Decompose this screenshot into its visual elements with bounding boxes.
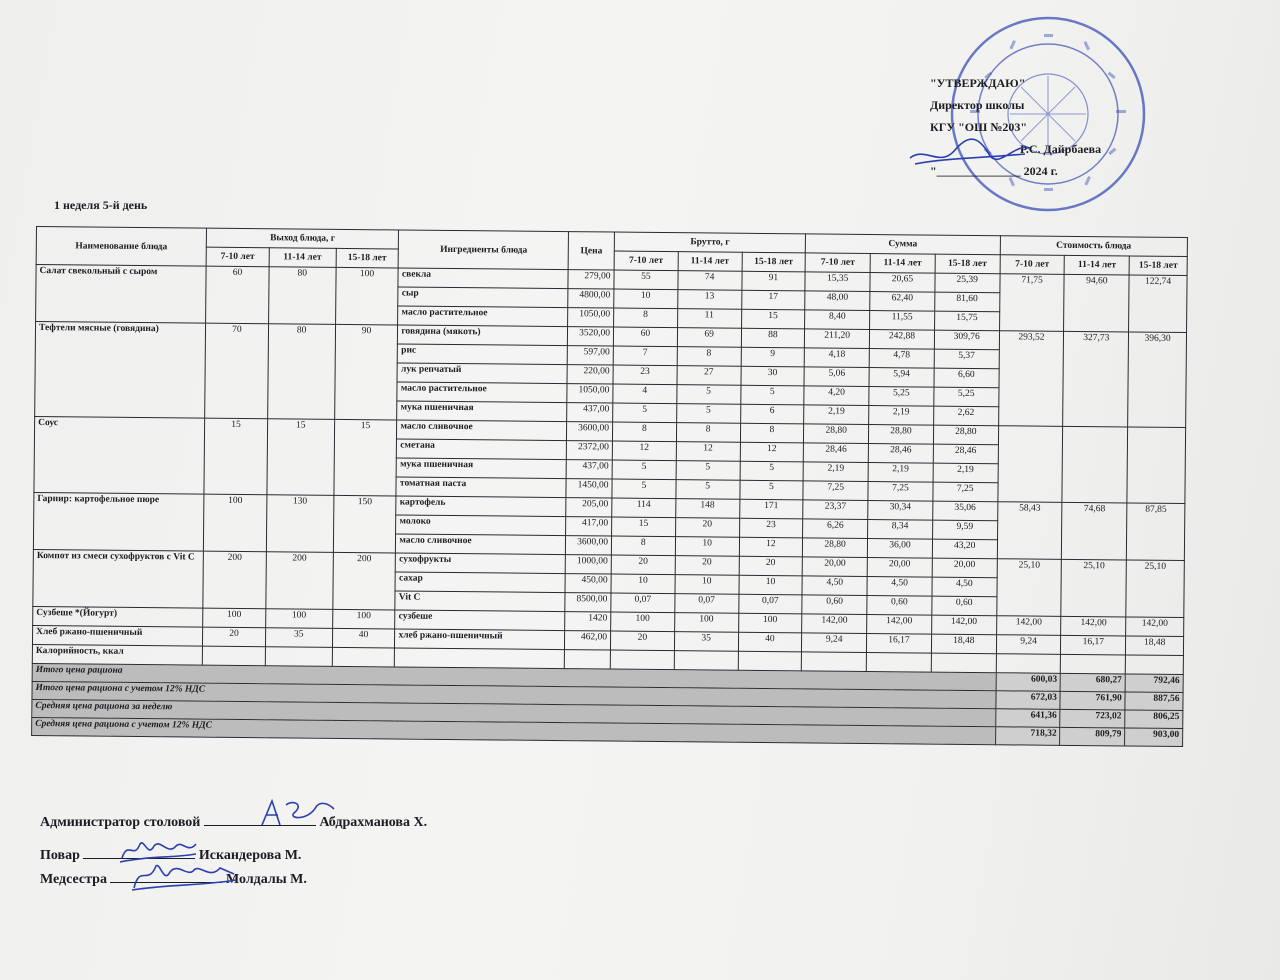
approval-position: Директор школы (930, 98, 1025, 112)
dish-cost (1127, 427, 1186, 504)
header-brutto-age3: 15-18 лет (742, 252, 806, 272)
ingredient-sum: 48,00 (805, 291, 870, 311)
ingredient-sum: 20,65 (870, 273, 935, 293)
header-brutto-age1: 7-10 лет (614, 251, 678, 271)
ingredient-name: сметана (397, 439, 567, 460)
ingredient-name: сыр (398, 287, 568, 308)
dish-yield: 130 (266, 495, 333, 553)
empty-cell (738, 651, 802, 671)
ingredient-sum: 2,19 (869, 406, 934, 426)
ingredient-sum: 2,19 (868, 463, 933, 483)
dish-yield: 200 (332, 552, 395, 610)
ingredient-sum: 5,94 (869, 368, 934, 388)
dish-yield: 200 (266, 552, 333, 610)
ingredient-price: 437,00 (567, 403, 613, 422)
ingredient-sum: 4,50 (932, 577, 997, 597)
dish-cost: 396,30 (1128, 332, 1187, 428)
ingredient-name: масло растительное (398, 306, 568, 327)
ingredient-brutto: 17 (741, 290, 805, 310)
ingredient-sum: 8,40 (805, 310, 870, 330)
dish-name: Тефтели мясные (говядина) (35, 322, 206, 419)
ingredient-brutto: 88 (741, 328, 805, 348)
empty-cell (674, 651, 738, 671)
ingredient-brutto: 13 (677, 290, 741, 310)
total-label: Средняя цена рациона за неделю (32, 699, 996, 726)
total-label: Итого цена рациона (32, 663, 996, 690)
dish-cost: 142,00 (996, 616, 1061, 636)
ingredient-sum: 142,00 (802, 614, 867, 634)
ingredient-brutto: 5 (612, 460, 676, 480)
ingredient-brutto: 171 (739, 499, 803, 519)
ingredient-brutto: 12 (676, 442, 740, 462)
ingredient-brutto: 10 (611, 574, 675, 594)
ingredient-brutto: 60 (613, 327, 677, 347)
approval-heading: "УТВЕРЖДАЮ" (930, 76, 1026, 90)
ingredient-name: масло растительное (397, 382, 567, 403)
ingredient-sum: 242,88 (869, 330, 934, 350)
ingredient-sum: 7,25 (803, 481, 868, 501)
ingredient-sum: 11,55 (870, 311, 935, 331)
ingredient-price: 4800,00 (568, 289, 614, 308)
ingredient-name: масло сливочное (396, 534, 566, 555)
ingredient-brutto: 69 (677, 328, 741, 348)
ingredient-brutto: 20 (675, 518, 739, 538)
ingredient-brutto: 30 (741, 366, 805, 386)
dish-yield: 70 (205, 323, 269, 419)
director-signature (905, 128, 1035, 178)
ingredient-name: картофель (396, 496, 566, 517)
menu-body (32, 265, 1187, 747)
ingredient-name: свекла (398, 268, 568, 289)
header-yield: Выход блюда, г (206, 228, 399, 249)
admin-signature (258, 795, 338, 831)
ingredient-sum: 23,37 (803, 500, 868, 520)
total-value: 672,03 (996, 691, 1061, 710)
ingredient-sum: 28,80 (804, 424, 869, 444)
dish-name: Салат свекольный с сыром (36, 265, 207, 324)
admin-name: Абдрахманова Х. (319, 815, 428, 830)
ingredient-sum: 8,34 (868, 519, 933, 539)
ingredient-brutto: 5 (676, 404, 740, 424)
ingredient-brutto: 5 (740, 461, 804, 481)
ingredient-brutto: 15 (612, 517, 676, 537)
total-value: 809,79 (1060, 727, 1125, 746)
ingredient-sum: 81,60 (935, 292, 1000, 312)
header-dish: Наименование блюда (36, 227, 206, 267)
ingredient-sum: 9,24 (802, 633, 867, 653)
ingredient-price: 3520,00 (568, 327, 614, 346)
ingredient-price: 597,00 (568, 346, 614, 365)
ingredient-sum: 35,06 (933, 501, 998, 521)
ingredient-sum: 4,78 (869, 349, 934, 369)
dish-cost: 142,00 (1061, 616, 1126, 636)
ingredient-brutto: 11 (677, 309, 741, 329)
ingredient-brutto: 100 (738, 613, 802, 633)
total-value: 903,00 (1125, 728, 1183, 747)
week-day-title: 1 неделя 5-й день (54, 198, 148, 212)
header-sum-age1: 7-10 лет (805, 253, 870, 273)
ingredient-brutto: 23 (613, 365, 677, 385)
ingredient-brutto: 20 (611, 555, 675, 575)
dish-yield: 80 (268, 267, 335, 325)
ingredient-name: лук репчатый (397, 363, 567, 384)
ingredient-sum: 4,20 (804, 386, 869, 406)
nurse-label: Медсестра (40, 872, 107, 887)
header-ingredients: Ингредиенты блюда (398, 230, 568, 270)
dish-yield: 80 (267, 324, 335, 420)
dish-cost: 25,10 (1061, 559, 1126, 617)
ingredient-sum: 28,46 (804, 443, 869, 463)
ingredient-sum: 4,50 (802, 576, 867, 596)
ingredient-price: 462,00 (565, 631, 611, 650)
ingredient-sum: 62,40 (870, 292, 935, 312)
ingredient-brutto: 5 (613, 403, 677, 423)
ingredient-sum: 0,60 (932, 596, 997, 616)
ingredient-brutto: 148 (675, 499, 739, 519)
ingredient-name: томатная паста (396, 477, 566, 498)
header-brutto: Брутто, г (614, 232, 805, 253)
ingredient-price: 3600,00 (567, 422, 613, 441)
dish-cost: 25,10 (996, 559, 1061, 617)
cook-label: Повар (40, 848, 80, 863)
approval-organization: КГУ "ОШ №203" (930, 120, 1028, 134)
ingredient-sum: 2,19 (803, 462, 868, 482)
ingredient-brutto: 55 (614, 270, 678, 290)
ingredient-sum: 5,06 (804, 367, 869, 387)
total-value: 723,02 (1060, 709, 1125, 728)
ingredient-brutto: 114 (612, 498, 676, 518)
empty-cell (931, 653, 996, 673)
ingredient-price: 205,00 (566, 498, 612, 517)
ingredient-sum: 15,75 (934, 311, 999, 331)
ingredient-price: 1000,00 (566, 555, 612, 574)
ingredient-brutto: 6 (740, 404, 804, 424)
total-value: 761,90 (1060, 691, 1125, 710)
ingredient-sum: 20,00 (867, 557, 932, 577)
total-value: 641,36 (995, 709, 1060, 728)
ingredient-sum: 211,20 (805, 329, 870, 349)
ingredient-sum: 7,25 (868, 481, 933, 501)
dish-name: Соус (34, 416, 205, 494)
dish-yield: 100 (203, 608, 266, 628)
dish-yield: 100 (265, 609, 332, 629)
ingredient-sum: 28,80 (803, 538, 868, 558)
ingredient-sum: 5,25 (869, 387, 934, 407)
dish-name: Хлеб ржано-пшеничный (32, 625, 202, 646)
ingredient-brutto: 5 (676, 461, 740, 481)
total-value: 887,56 (1125, 692, 1183, 711)
ingredient-brutto: 5 (740, 385, 804, 405)
ingredient-brutto: 74 (678, 271, 742, 291)
ingredient-brutto: 12 (612, 441, 676, 461)
menu-table (31, 226, 1188, 747)
ingredient-brutto: 8 (677, 347, 741, 367)
dish-yield: 15 (334, 419, 398, 496)
ingredient-brutto: 8 (612, 422, 676, 442)
dish-cost: 122,74 (1129, 275, 1187, 333)
ingredient-price: 437,00 (567, 460, 613, 479)
dish-yield: 40 (332, 628, 395, 648)
dish-cost: 87,85 (1127, 503, 1185, 561)
dish-cost: 142,00 (1126, 617, 1184, 637)
empty-cell (332, 647, 395, 667)
ingredient-brutto: 5 (677, 385, 741, 405)
cook-name: Искандерова М. (198, 848, 302, 863)
ingredient-brutto: 8 (611, 536, 675, 556)
ingredient-name: сахар (395, 572, 565, 593)
ingredient-sum: 18,48 (931, 634, 996, 654)
footer-admin (40, 815, 427, 831)
ingredient-sum: 28,80 (868, 425, 933, 445)
empty-cell (395, 648, 565, 669)
ingredient-price: 1050,00 (567, 384, 613, 403)
ingredient-price: 3600,00 (566, 536, 612, 555)
total-value: 792,46 (1125, 674, 1183, 693)
empty-cell (802, 652, 867, 672)
ingredient-name: рис (398, 344, 568, 365)
empty-cell (202, 646, 265, 666)
ingredient-brutto: 8 (740, 423, 804, 443)
approval-date: "______________ 2024 г. (930, 164, 1058, 178)
empty-cell (1061, 654, 1126, 674)
ingredient-sum: 6,60 (934, 368, 999, 388)
ingredient-sum: 0,60 (802, 595, 867, 615)
menu-table-wrapper (31, 226, 1196, 797)
ingredient-brutto: 100 (674, 613, 738, 633)
ingredient-sum: 142,00 (867, 614, 932, 634)
ingredient-brutto: 27 (677, 366, 741, 386)
ingredient-sum: 6,26 (803, 519, 868, 539)
ingredient-brutto: 10 (738, 575, 802, 595)
dish-yield: 20 (203, 627, 266, 647)
dish-cost: 74,68 (1062, 502, 1127, 560)
ingredient-name: масло сливочное (397, 420, 567, 441)
total-label: Итого цена рациона с учетом 12% НДС (32, 681, 996, 708)
ingredient-sum: 16,17 (866, 633, 931, 653)
dish-yield: 150 (333, 495, 396, 553)
ingredient-sum: 5,37 (934, 349, 999, 369)
admin-label: Администратор столовой (40, 815, 201, 830)
ingredient-brutto: 20 (610, 631, 674, 651)
ingredient-brutto: 5 (739, 480, 803, 500)
ingredient-brutto: 0,07 (675, 594, 739, 614)
ingredient-price: 1050,00 (568, 308, 614, 327)
dish-name: Компот из смеси сухофруктов с Vit C (33, 549, 204, 608)
ingredient-price: 2372,00 (567, 441, 613, 460)
ingredient-sum: 28,80 (933, 425, 998, 445)
ingredient-brutto: 12 (739, 537, 803, 557)
ingredient-brutto: 15 (741, 309, 805, 329)
ingredient-name: сузбеше (395, 610, 565, 631)
nurse-name: Молдалы М. (225, 872, 307, 887)
ingredient-brutto: 23 (739, 518, 803, 538)
ingredient-brutto: 35 (674, 632, 738, 652)
ingredient-sum: 2,62 (933, 406, 998, 426)
ingredient-sum: 9,59 (932, 520, 997, 540)
ingredient-brutto: 0,07 (611, 593, 675, 613)
ingredient-sum: 36,00 (867, 538, 932, 558)
header-cost: Стоимость блюда (1000, 236, 1188, 257)
header-sum-age3: 15-18 лет (935, 254, 1000, 274)
ingredient-sum: 20,00 (932, 558, 997, 578)
dish-cost: 71,75 (999, 274, 1064, 332)
ingredient-brutto: 7 (613, 346, 677, 366)
dish-name: Гарнир: картофельное пюре (33, 492, 204, 551)
ingredient-name: хлеб ржано-пшеничный (395, 629, 565, 650)
calories-label: Калорийность, ккал (32, 644, 202, 665)
ingredient-brutto: 8 (676, 423, 740, 443)
dish-cost: 18,48 (1126, 636, 1184, 656)
ingredient-brutto: 10 (675, 575, 739, 595)
dish-cost: 327,73 (1063, 331, 1129, 427)
ingredient-name: молоко (396, 515, 566, 536)
dish-yield: 60 (206, 266, 269, 324)
ingredient-sum: 2,19 (933, 463, 998, 483)
dish-cost (1062, 426, 1128, 503)
ingredient-brutto: 40 (738, 632, 802, 652)
ingredient-brutto: 4 (613, 384, 677, 404)
ingredient-price: 1420 (565, 612, 611, 631)
total-label: Средняя цена рациона с учетом 12% НДС (32, 717, 996, 744)
dish-cost: 58,43 (997, 502, 1062, 560)
ingredient-sum: 20,00 (802, 557, 867, 577)
header-cost-age3: 15-18 лет (1129, 256, 1187, 276)
ingredient-price: 279,00 (568, 270, 614, 289)
ingredient-brutto: 0,07 (738, 594, 802, 614)
dish-yield: 200 (203, 551, 266, 609)
dish-cost: 16,17 (1061, 635, 1126, 655)
dish-yield: 35 (265, 628, 332, 648)
ingredient-sum: 4,50 (867, 576, 932, 596)
approval-director-name: Р.С. Дайрбаева (1020, 142, 1102, 156)
ingredient-brutto: 9 (741, 347, 805, 367)
ingredient-sum: 142,00 (931, 615, 996, 635)
total-value: 680,27 (1061, 673, 1126, 692)
header-yield-age3: 15-18 лет (336, 248, 399, 268)
total-value: 806,25 (1125, 710, 1183, 729)
empty-cell (866, 652, 931, 672)
ingredient-brutto: 100 (611, 612, 675, 632)
ingredient-name: говядина (мякоть) (398, 325, 568, 346)
ingredient-name: мука пшеничная (396, 458, 566, 479)
ingredient-name: мука пшеничная (397, 401, 567, 422)
dish-cost: 94,60 (1064, 274, 1129, 332)
ingredient-name: сухофрукты (396, 553, 566, 574)
empty-cell (610, 650, 674, 670)
dish-cost (998, 426, 1064, 503)
ingredient-sum: 2,19 (804, 405, 869, 425)
ingredient-brutto: 20 (739, 556, 803, 576)
ingredient-sum: 30,34 (868, 500, 933, 520)
ingredient-sum: 28,46 (868, 444, 933, 464)
header-yield-age2: 11-14 лет (269, 248, 336, 268)
ingredient-sum: 43,20 (932, 539, 997, 559)
header-price: Цена (569, 232, 615, 270)
dish-cost: 25,10 (1126, 560, 1184, 618)
ingredient-price: 450,00 (565, 574, 611, 593)
ingredient-price: 417,00 (566, 517, 612, 536)
ingredient-brutto: 20 (675, 556, 739, 576)
ingredient-sum: 28,46 (933, 444, 998, 464)
ingredient-sum: 15,35 (805, 272, 870, 292)
ingredient-brutto: 10 (614, 289, 678, 309)
total-value: 718,32 (995, 727, 1060, 746)
header-yield-age1: 7-10 лет (206, 247, 269, 267)
ingredient-brutto: 10 (675, 537, 739, 557)
header-cost-age1: 7-10 лет (1000, 255, 1065, 275)
header-cost-age2: 11-14 лет (1065, 255, 1130, 275)
dish-cost: 293,52 (998, 331, 1064, 427)
header-brutto-age2: 11-14 лет (678, 252, 742, 272)
empty-cell (996, 654, 1061, 674)
ingredient-sum: 0,60 (867, 595, 932, 615)
dish-yield: 90 (334, 324, 398, 420)
ingredient-sum: 5,25 (934, 387, 999, 407)
ingredient-name: Vit C (395, 591, 565, 612)
total-value: 600,03 (996, 673, 1061, 692)
ingredient-brutto: 12 (740, 442, 804, 462)
ingredient-brutto: 91 (741, 271, 805, 291)
dish-yield: 15 (267, 419, 335, 496)
dish-yield: 100 (335, 267, 398, 325)
dish-yield: 100 (332, 609, 395, 629)
empty-cell (265, 647, 332, 667)
header-sum-age2: 11-14 лет (870, 254, 935, 274)
ingredient-sum: 25,39 (935, 273, 1000, 293)
ingredient-brutto: 5 (676, 480, 740, 500)
empty-cell (565, 650, 611, 669)
dish-cost: 9,24 (996, 635, 1061, 655)
ingredient-price: 220,00 (567, 365, 613, 384)
empty-cell (1125, 655, 1183, 675)
dish-name: Сузбеше *(Йогурт) (33, 606, 203, 627)
ingredient-price: 8500,00 (565, 593, 611, 612)
ingredient-sum: 309,76 (934, 330, 999, 350)
ingredient-brutto: 8 (614, 308, 678, 328)
ingredient-brutto: 5 (612, 479, 676, 499)
nurse-signature (130, 860, 240, 894)
header-sum: Сумма (806, 234, 1001, 255)
ingredient-price: 1450,00 (566, 479, 612, 498)
ingredient-sum: 7,25 (933, 482, 998, 502)
dish-yield: 15 (204, 418, 267, 495)
dish-yield: 100 (203, 494, 266, 552)
ingredient-sum: 4,18 (804, 348, 869, 368)
